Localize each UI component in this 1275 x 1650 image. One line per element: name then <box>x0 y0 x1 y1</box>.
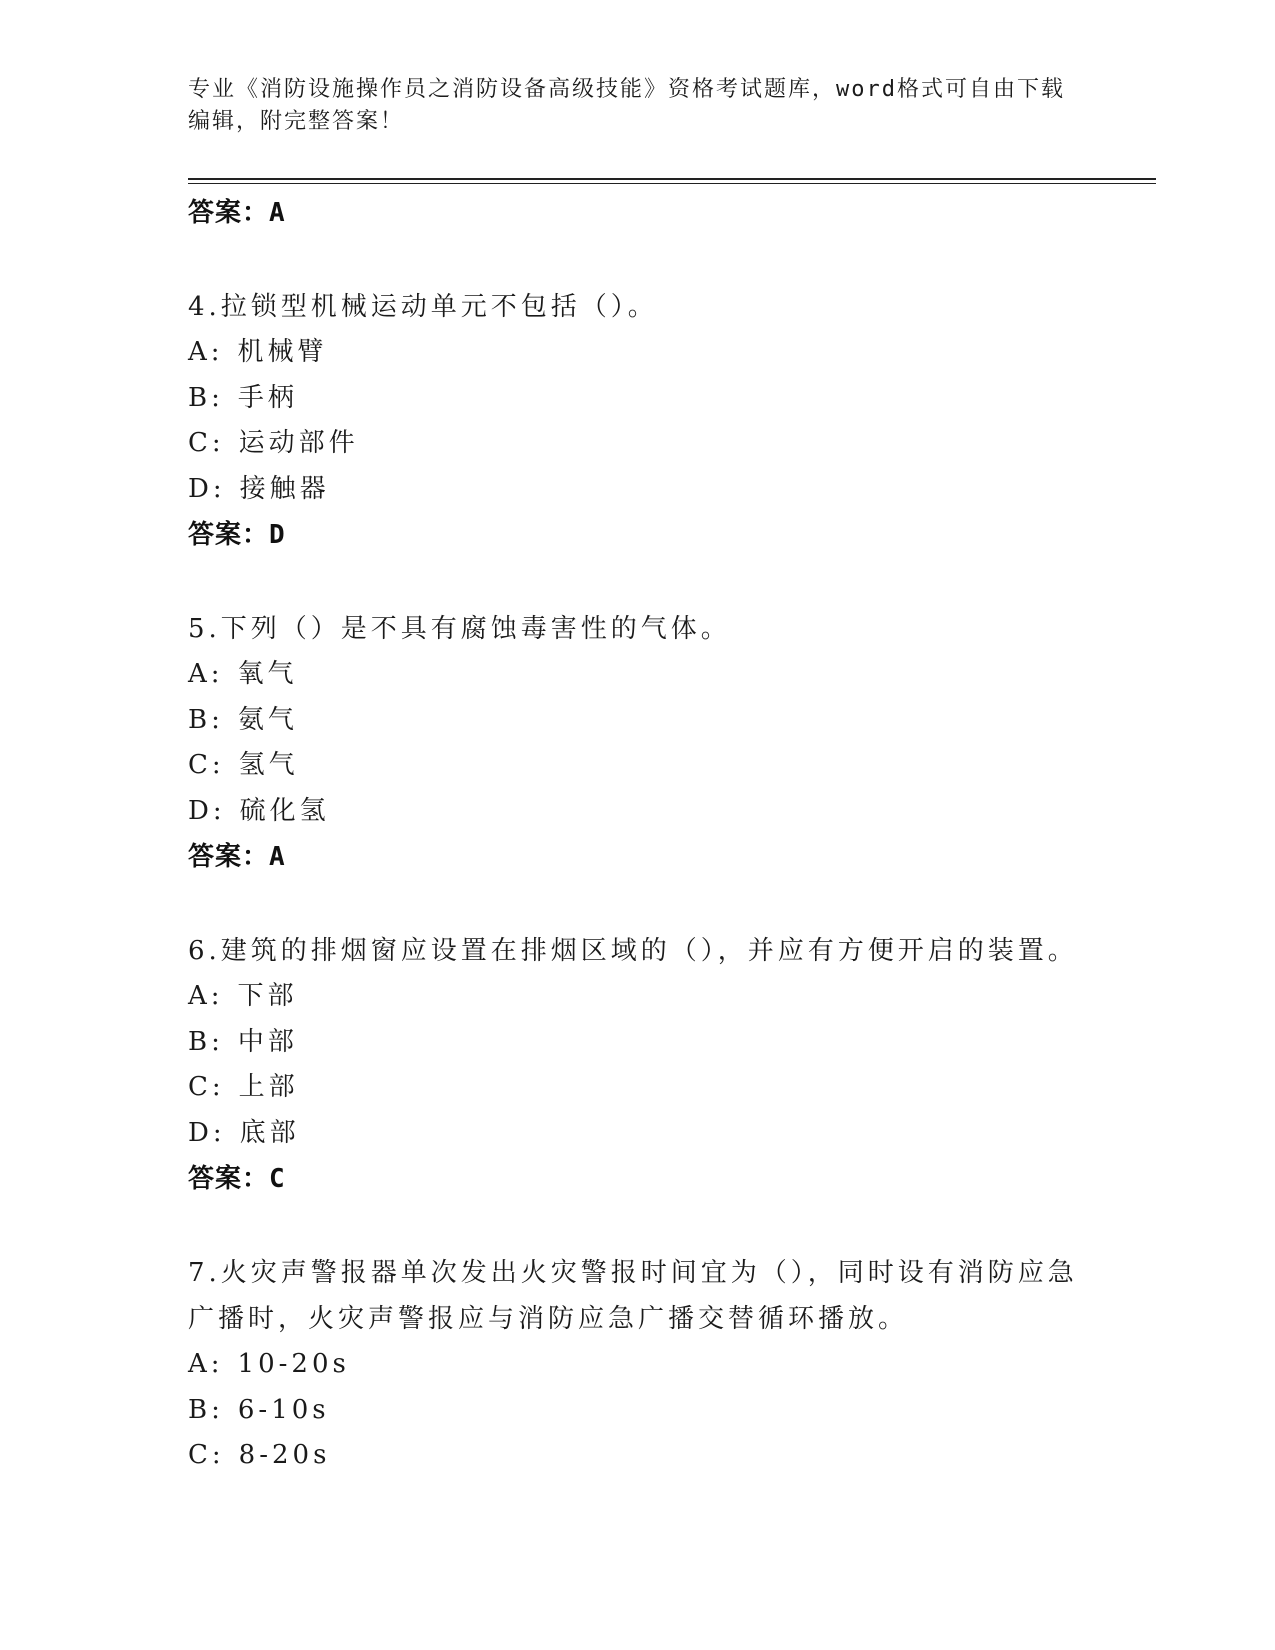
option-text: 氢气 <box>238 750 299 780</box>
option-letter: B: <box>188 382 224 413</box>
option-text: 6-10s <box>237 1394 330 1425</box>
option-c <box>188 1065 1088 1111</box>
option-letter: A: <box>188 337 224 367</box>
option-letter: B: <box>188 1026 224 1057</box>
option-a <box>188 652 1088 698</box>
option-a <box>188 974 1088 1020</box>
answer-line: 答案：A <box>188 198 286 228</box>
option-letter: B: <box>188 1394 224 1425</box>
option-b <box>188 698 1088 744</box>
answer-line: 答案：C <box>188 1164 286 1194</box>
header-divider-thin <box>188 183 1156 184</box>
option-d <box>188 1111 1088 1157</box>
answer-line: 答案：D <box>188 520 286 550</box>
option-b <box>188 1388 1088 1434</box>
option-d <box>188 789 1088 835</box>
option-letter: C: <box>188 428 225 458</box>
option-letter: A: <box>188 1349 224 1379</box>
option-text: 中部 <box>237 1026 298 1057</box>
option-text: 下部 <box>237 981 298 1011</box>
option-letter: C: <box>188 1440 225 1470</box>
option-text: 氧气 <box>237 659 298 689</box>
option-a <box>188 1342 1088 1388</box>
question-text: 7.火灾声警报器单次发出火灾警报时间宜为（），同时设有消防应急广播时，火灾声警报应与消防应急广播交替循环播放。 <box>188 1258 1078 1334</box>
option-letter: A: <box>188 981 224 1011</box>
question-item <box>188 928 1088 1202</box>
option-letter: C: <box>188 750 225 780</box>
option-c <box>188 743 1088 789</box>
question-text: 5.下列（）是不具有腐蚀毒害性的气体。 <box>188 614 731 644</box>
option-text: 接触器 <box>239 473 330 504</box>
option-text: 10-20s <box>237 1349 350 1379</box>
question-text: 4.拉锁型机械运动单元不包括（）。 <box>188 292 658 322</box>
option-letter: D: <box>188 795 226 826</box>
option-b <box>188 1020 1088 1066</box>
option-text: 氨气 <box>237 704 298 735</box>
option-text: 底部 <box>239 1117 300 1148</box>
question-text: 6.建筑的排烟窗应设置在排烟区域的（），并应有方便开启的装置。 <box>188 936 1078 966</box>
option-b <box>188 376 1088 422</box>
option-text: 手柄 <box>237 382 298 413</box>
option-c <box>188 1433 1088 1479</box>
option-text: 硫化氢 <box>239 795 330 826</box>
option-text: 运动部件 <box>238 428 359 458</box>
question-item <box>188 1250 1088 1479</box>
option-text: 上部 <box>238 1072 299 1102</box>
answer-line: 答案：A <box>188 842 286 872</box>
option-letter: D: <box>188 1117 226 1148</box>
option-letter: D: <box>188 473 226 504</box>
question-item <box>188 606 1088 880</box>
option-a <box>188 330 1088 376</box>
option-letter: A: <box>188 659 224 689</box>
option-text: 机械臂 <box>237 337 328 367</box>
document-header: 专业《消防设施操作员之消防设备高级技能》资格考试题库，word格式可自由下载编辑，附完整答案！ <box>188 77 1065 134</box>
option-text: 8-20s <box>238 1440 331 1470</box>
option-d <box>188 467 1088 513</box>
question-item <box>188 284 1088 558</box>
option-letter: C: <box>188 1072 225 1102</box>
header-divider <box>188 178 1156 180</box>
option-letter: B: <box>188 704 224 735</box>
question-list <box>188 190 1088 1479</box>
option-c <box>188 421 1088 467</box>
